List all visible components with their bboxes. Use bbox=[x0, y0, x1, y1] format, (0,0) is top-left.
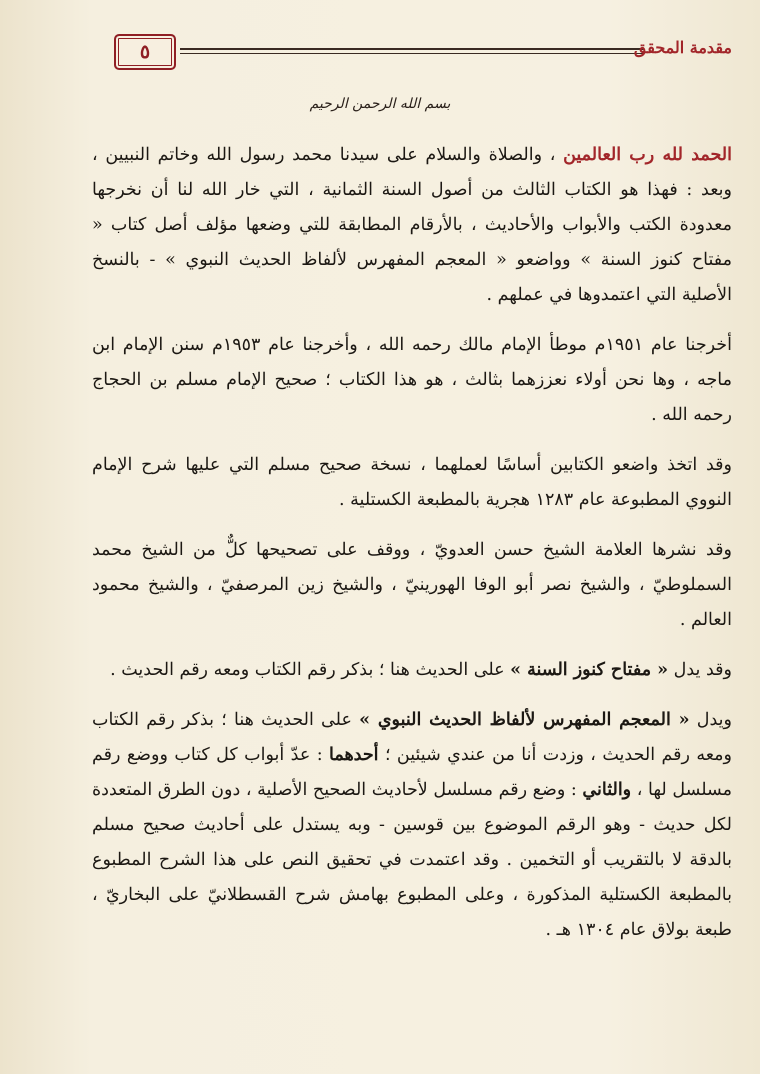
paragraph bbox=[92, 328, 732, 433]
paragraph-text: على الحديث هنا ؛ بذكر رقم الكتاب ومعه رقم الحديث ، وزدت أنا من عندي شيئين ؛ bbox=[92, 710, 732, 765]
page-header bbox=[92, 34, 732, 72]
paragraph bbox=[92, 703, 732, 948]
paragraph-text: وقد نشرها العلامة الشيخ حسن العدويّ ، ووقف على تصحيحها كلٌّ من الشيخ محمد السملوطيّ ، والشيخ نصر أبو الوفا الهورينيّ ، والشيخ زين المرصفيّ ، والشيخ محمود العالم . bbox=[92, 540, 732, 630]
paragraph-text: : وضع رقم مسلسل لأحاديث الصحيح الأصلية ، دون الطرق المتعددة لكل حديث - وهو الرقم الموضوع بين قوسين - وبه يستدل على أحاديث صحيح مسلم بالدقة لا بالتقريب أو التخمين . وقد اعتمدت في تحقيق النص على هذا الشرح المطبوع بالمطبعة الكستلية المذكورة ، وعلى المطبوع بهامش شرح القسطلانيّ على البخاريّ ، طبعة بولاق عام ١٣٠٤ هـ . bbox=[92, 780, 732, 940]
body-text bbox=[92, 138, 732, 948]
header-rule bbox=[180, 53, 644, 54]
paragraph bbox=[92, 448, 732, 518]
emphasis: والثاني bbox=[582, 780, 632, 800]
paragraph-text: وقد يدل bbox=[668, 660, 732, 680]
paragraph-text: ويدل bbox=[689, 710, 732, 730]
book-title: « المعجم المفهرس لألفاظ الحديث النبوي » bbox=[359, 710, 690, 730]
basmala: بسم الله الرحمن الرحيم bbox=[309, 96, 451, 112]
header-rule bbox=[180, 48, 644, 50]
emphasis: أحدهما bbox=[329, 745, 379, 765]
book-title: « مفتاح كنوز السنة » bbox=[510, 660, 669, 680]
paragraph-text: : عدّ أبواب كل كتاب ووضع رقم مسلسل لها ، bbox=[92, 745, 732, 800]
paragraph-text: على الحديث هنا ؛ بذكر رقم الكتاب ومعه رقم الحديث . bbox=[110, 660, 511, 680]
paragraph bbox=[92, 533, 732, 638]
paragraph-text: وقد اتخذ واضعو الكتابين أساسًا لعملهما ، نسخة صحيح مسلم التي عليها شرح الإمام النووي المطبوعة عام ١٢٨٣ هجرية بالمطبعة الكستلية . bbox=[92, 455, 732, 510]
running-title: مقدمة المحقق bbox=[633, 38, 732, 57]
paragraph-text: أخرجنا عام ١٩٥١م موطأ الإمام مالك رحمه الله ، وأخرجنا عام ١٩٥٣م سنن الإمام ابن ماجه ، وها نحن أولاء نعززهما بثالث ، هو هذا الكتاب ؛ صحيح الإمام مسلم بن الحجاج رحمه الله . bbox=[92, 335, 732, 425]
paragraph bbox=[92, 653, 732, 688]
paragraph-text: ، والصلاة والسلام على سيدنا محمد رسول الله وخاتم النبيين ، وبعد : فهذا هو الكتاب الثالث من أصول السنة الثمانية ، التي خار الله لنا أن نخرجها معدودة الكتب والأبواب والأحاديث ، بالأرقام المطابقة للتي وضعها مؤلف أصل كتاب « مفتاح كنوز السنة » وواضعو « المعجم المفهرس لألفاظ الحديث النبوي » - بالنسخ الأصلية التي اعتمدوها في عملهم . bbox=[92, 145, 732, 305]
opening-praise: الحمد لله رب العالمين bbox=[563, 145, 732, 165]
page-number: ٥ bbox=[114, 34, 176, 70]
paragraph bbox=[92, 138, 732, 313]
